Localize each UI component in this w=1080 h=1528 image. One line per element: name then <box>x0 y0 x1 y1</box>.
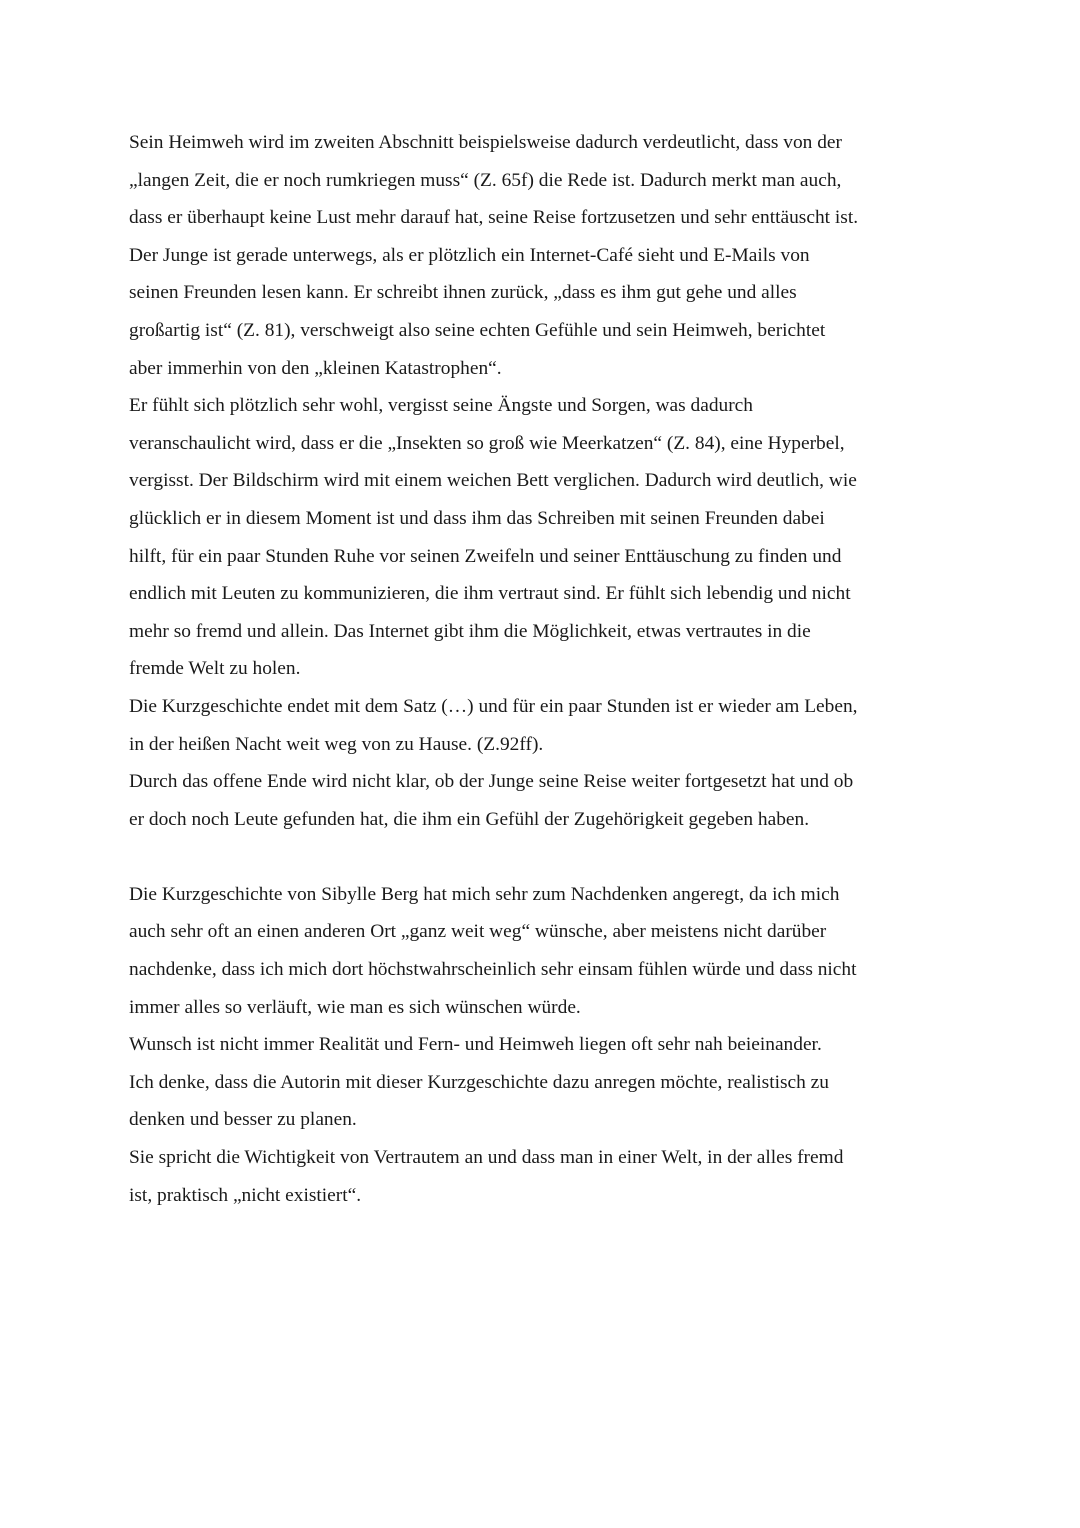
section-reflection <box>129 876 959 1214</box>
text-line: „langen Zeit, die er noch rumkriegen muss“ (Z. 65f) die Rede ist. Dadurch merkt man auch, <box>129 169 842 191</box>
text-line: Der Junge ist gerade unterwegs, als er plötzlich ein Internet-Café sieht und E-Mails von <box>129 244 810 266</box>
text-line: Die Kurzgeschichte von Sibylle Berg hat mich sehr zum Nachdenken angeregt, da ich mich <box>129 883 840 905</box>
section-analysis <box>129 124 959 838</box>
text-line: hilft, für ein paar Stunden Ruhe vor seinen Zweifeln und seiner Enttäuschung zu finden und <box>129 545 842 567</box>
text-line: Ich denke, dass die Autorin mit dieser Kurzgeschichte dazu anregen möchte, realistisch zu <box>129 1071 829 1093</box>
text-line: endlich mit Leuten zu kommunizieren, die ihm vertraut sind. Er fühlt sich lebendig und nicht <box>129 583 851 605</box>
text-line: fremde Welt zu holen. <box>129 658 301 680</box>
text-line: veranschaulicht wird, dass er die „Insekten so groß wie Meerkatzen“ (Z. 84), eine Hyperbel, <box>129 432 845 454</box>
text-line: Durch das offene Ende wird nicht klar, ob der Junge seine Reise weiter fortgesetzt hat und ob <box>129 771 854 793</box>
text-line: vergisst. Der Bildschirm wird mit einem weichen Bett verglichen. Dadurch wird deutlich, wie <box>129 470 857 492</box>
text-line: immer alles so verläuft, wie man es sich wünschen würde. <box>129 996 581 1018</box>
text-line: großartig ist“ (Z. 81), verschweigt also seine echten Gefühle und sein Heimweh, berichtet <box>129 319 826 341</box>
paragraph-gap <box>129 838 959 876</box>
text-line: in der heißen Nacht weit weg von zu Hause. (Z.92ff). <box>129 733 544 755</box>
document-body <box>129 124 959 1214</box>
text-line: seinen Freunden lesen kann. Er schreibt ihnen zurück, „dass es ihm gut gehe und alles <box>129 282 797 304</box>
text-line: ist, praktisch „nicht existiert“. <box>129 1184 362 1206</box>
text-line: Sein Heimweh wird im zweiten Abschnitt beispielsweise dadurch verdeutlicht, dass von der <box>129 132 842 153</box>
text-line: Er fühlt sich plötzlich sehr wohl, vergisst seine Ängste und Sorgen, was dadurch <box>129 395 753 417</box>
text-line: Die Kurzgeschichte endet mit dem Satz (…) und für ein paar Stunden ist er wieder am Leben, <box>129 695 858 717</box>
text-line: Wunsch ist nicht immer Realität und Fern- und Heimweh liegen oft sehr nah beieinander. <box>129 1034 822 1056</box>
text-line: denken und besser zu planen. <box>129 1109 357 1131</box>
text-line: nachdenke, dass ich mich dort höchstwahrscheinlich sehr einsam fühlen würde und dass nicht <box>129 959 857 981</box>
text-line: glücklich er in diesem Moment ist und dass ihm das Schreiben mit seinen Freunden dabei <box>129 507 825 529</box>
text-line: mehr so fremd und allein. Das Internet gibt ihm die Möglichkeit, etwas vertrautes in die <box>129 620 811 642</box>
text-line: auch sehr oft an einen anderen Ort „ganz weit weg“ wünsche, aber meistens nicht darüber <box>129 921 827 943</box>
text-line: aber immerhin von den „kleinen Katastrophen“. <box>129 357 502 379</box>
text-line: dass er überhaupt keine Lust mehr darauf hat, seine Reise fortzusetzen und sehr enttäuscht ist. <box>129 207 859 229</box>
text-line: Sie spricht die Wichtigkeit von Vertrautem an und dass man in einer Welt, in der alles fremd <box>129 1147 844 1169</box>
text-line: er doch noch Leute gefunden hat, die ihm ein Gefühl der Zugehörigkeit gegeben haben. <box>129 808 810 830</box>
